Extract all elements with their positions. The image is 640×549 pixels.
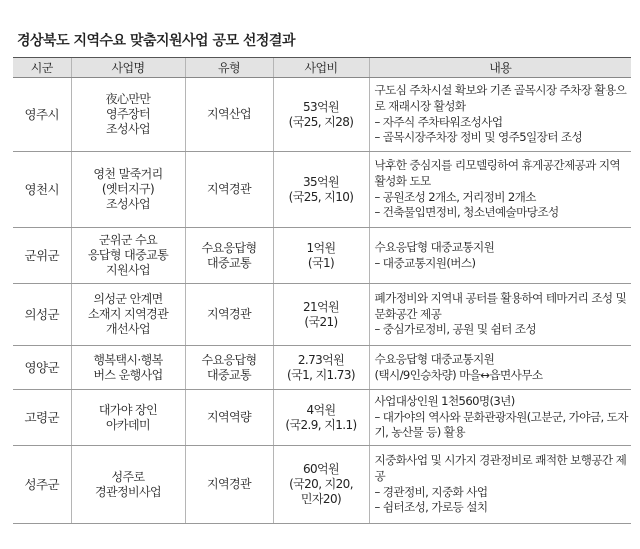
budget-cell <box>273 284 369 346</box>
budget-line: 4억원 <box>306 402 336 417</box>
project-name-cell <box>71 390 185 446</box>
content-line: – 쉼터조성, 가로등 설치 <box>374 500 488 515</box>
region-cell: 고령군 <box>13 390 71 446</box>
content-line: 폐가정비와 지역내 공터를 활용하여 테마거리 조성 및 문화공간 제공 <box>374 291 627 321</box>
budget-cell <box>273 78 369 152</box>
header-budget: 사업비 <box>273 58 369 78</box>
project-type-line: 대중교통 <box>207 255 251 270</box>
project-name-line: 夜心만만 <box>105 92 151 106</box>
budget-line: 60억원 <box>302 462 340 476</box>
project-name-line: 군위군 수요 <box>98 233 158 247</box>
selection-results-table <box>13 57 631 524</box>
project-name-line: 지원사업 <box>106 263 150 277</box>
budget-cell <box>273 152 369 228</box>
project-type-line: 지역경관 <box>207 307 251 321</box>
project-name-line: 조성사업 <box>106 197 150 211</box>
project-name-line: 성주로 <box>111 469 145 484</box>
content-line: 구도심 주차시설 확보와 기존 골목시장 주차장 활용으로 재래시장 활성화 <box>374 83 627 113</box>
project-type-cell <box>185 446 273 524</box>
budget-line: (국21) <box>304 314 338 329</box>
budget-line: 2.73억원 <box>297 352 345 367</box>
project-name-cell <box>71 346 185 390</box>
project-name-cell <box>71 152 185 228</box>
content-cell <box>369 346 631 390</box>
project-name-cell <box>71 446 185 524</box>
project-name-line: 개선사업 <box>106 322 150 336</box>
project-name-cell <box>71 284 185 346</box>
project-name-line: 아카데미 <box>106 417 150 432</box>
content-cell <box>369 284 631 346</box>
table-header-row <box>13 58 631 78</box>
content-line: – 골목시장주차장 정비 및 영주5일장터 조성 <box>374 130 583 145</box>
budget-cell <box>273 346 369 390</box>
project-name-line: 대가야 장인 <box>98 402 158 417</box>
budget-cell <box>273 228 369 284</box>
header-project: 사업명 <box>71 58 185 78</box>
budget-line: 21억원 <box>302 299 340 314</box>
content-line: – 대중교통지원(버스) <box>374 255 476 270</box>
header-content: 내용 <box>369 58 631 78</box>
content-line: – 자주식 주차타워조성사업 <box>374 114 503 129</box>
content-cell <box>369 228 631 284</box>
content-line: 수요응답형 대중교통지원 <box>374 239 495 254</box>
project-name-cell <box>71 78 185 152</box>
content-line: (택시/9인승차량) 마을↔읍면사무소 <box>374 367 543 382</box>
document-title: 경상북도 지역수요 맞춤지원사업 공모 선정결과 <box>17 33 295 49</box>
project-type-line: 지역경관 <box>207 182 251 196</box>
content-line: 수요응답형 대중교통지원 <box>374 351 495 366</box>
project-type-cell <box>185 284 273 346</box>
project-name-line: 영주장터 <box>106 107 150 121</box>
table-row <box>13 152 631 228</box>
region-cell: 성주군 <box>13 446 71 524</box>
table-row <box>13 228 631 284</box>
project-name-line: 소재지 지역경관 <box>87 307 169 321</box>
budget-line: (국1) <box>307 255 335 270</box>
project-name-line: (옛터지구) <box>101 182 155 196</box>
budget-line: 35억원 <box>302 174 340 189</box>
project-type-line: 지역역량 <box>207 410 251 424</box>
budget-line: (국20, 지20, <box>289 477 353 491</box>
project-name-line: 행복택시·행복 <box>93 352 163 367</box>
content-cell <box>369 390 631 446</box>
table-row <box>13 284 631 346</box>
content-cell <box>369 78 631 152</box>
budget-line: (국25, 지28) <box>288 114 354 129</box>
content-line: 지중화사업 및 시가지 경관정비로 쾌적한 보행공간 제공 <box>374 453 627 483</box>
project-name-cell <box>71 228 185 284</box>
budget-cell <box>273 390 369 446</box>
table-row <box>13 390 631 446</box>
region-cell: 영주시 <box>13 78 71 152</box>
project-type-cell <box>185 78 273 152</box>
budget-line: (국2.9, 지1.1) <box>285 417 357 432</box>
region-cell: 영양군 <box>13 346 71 390</box>
content-line: – 대가야의 역사와 문화관광자원(고분군, 가야금, 도자기, 농산물 등) 활용 <box>374 409 628 440</box>
table-body <box>13 78 631 524</box>
budget-line: 민자20) <box>300 492 342 506</box>
project-type-cell <box>185 152 273 228</box>
project-type-line: 지역경관 <box>207 477 251 491</box>
header-type: 유형 <box>185 58 273 78</box>
header-region: 시군 <box>13 58 71 78</box>
content-cell <box>369 446 631 524</box>
project-name-line: 버스 운행사업 <box>93 367 163 382</box>
project-type-line: 수요응답형 <box>201 352 257 367</box>
project-type-line: 대중교통 <box>207 367 251 382</box>
project-type-line: 수요응답형 <box>201 240 257 255</box>
table-row <box>13 446 631 524</box>
budget-line: (국1, 지1.73) <box>287 367 355 382</box>
budget-line: 53억원 <box>302 99 340 114</box>
budget-line: 1억원 <box>306 240 336 255</box>
content-line: 낙후한 중심지를 리모델링하여 휴게공간제공과 지역활성화 도모 <box>374 158 621 188</box>
content-line: – 공원조성 2개소, 거리정비 2개소 <box>374 189 536 204</box>
table-row <box>13 346 631 390</box>
project-name-line: 조성사업 <box>106 122 150 136</box>
project-name-line: 의성군 안계면 <box>93 292 163 306</box>
budget-line: (국25, 지10) <box>288 189 354 204</box>
project-type-line: 지역산업 <box>207 107 251 121</box>
project-name-line: 경관정비사업 <box>95 484 161 499</box>
project-type-cell <box>185 228 273 284</box>
content-cell <box>369 152 631 228</box>
project-name-line: 응답형 대중교통 <box>87 248 169 262</box>
content-line: 사업대상인원 1천560명(3년) <box>374 394 515 409</box>
table-row <box>13 78 631 152</box>
project-type-cell <box>185 346 273 390</box>
content-line: – 경관정비, 지중화 사업 <box>374 484 488 499</box>
content-line: – 건축물입면정비, 청소년예술마당조성 <box>374 205 559 220</box>
region-cell: 의성군 <box>13 284 71 346</box>
region-cell: 영천시 <box>13 152 71 228</box>
content-line: – 중심가로정비, 공원 및 쉼터 조성 <box>374 322 537 337</box>
project-type-cell <box>185 390 273 446</box>
budget-cell <box>273 446 369 524</box>
region-cell: 군위군 <box>13 228 71 284</box>
project-name-line: 영천 말죽거리 <box>93 167 163 181</box>
